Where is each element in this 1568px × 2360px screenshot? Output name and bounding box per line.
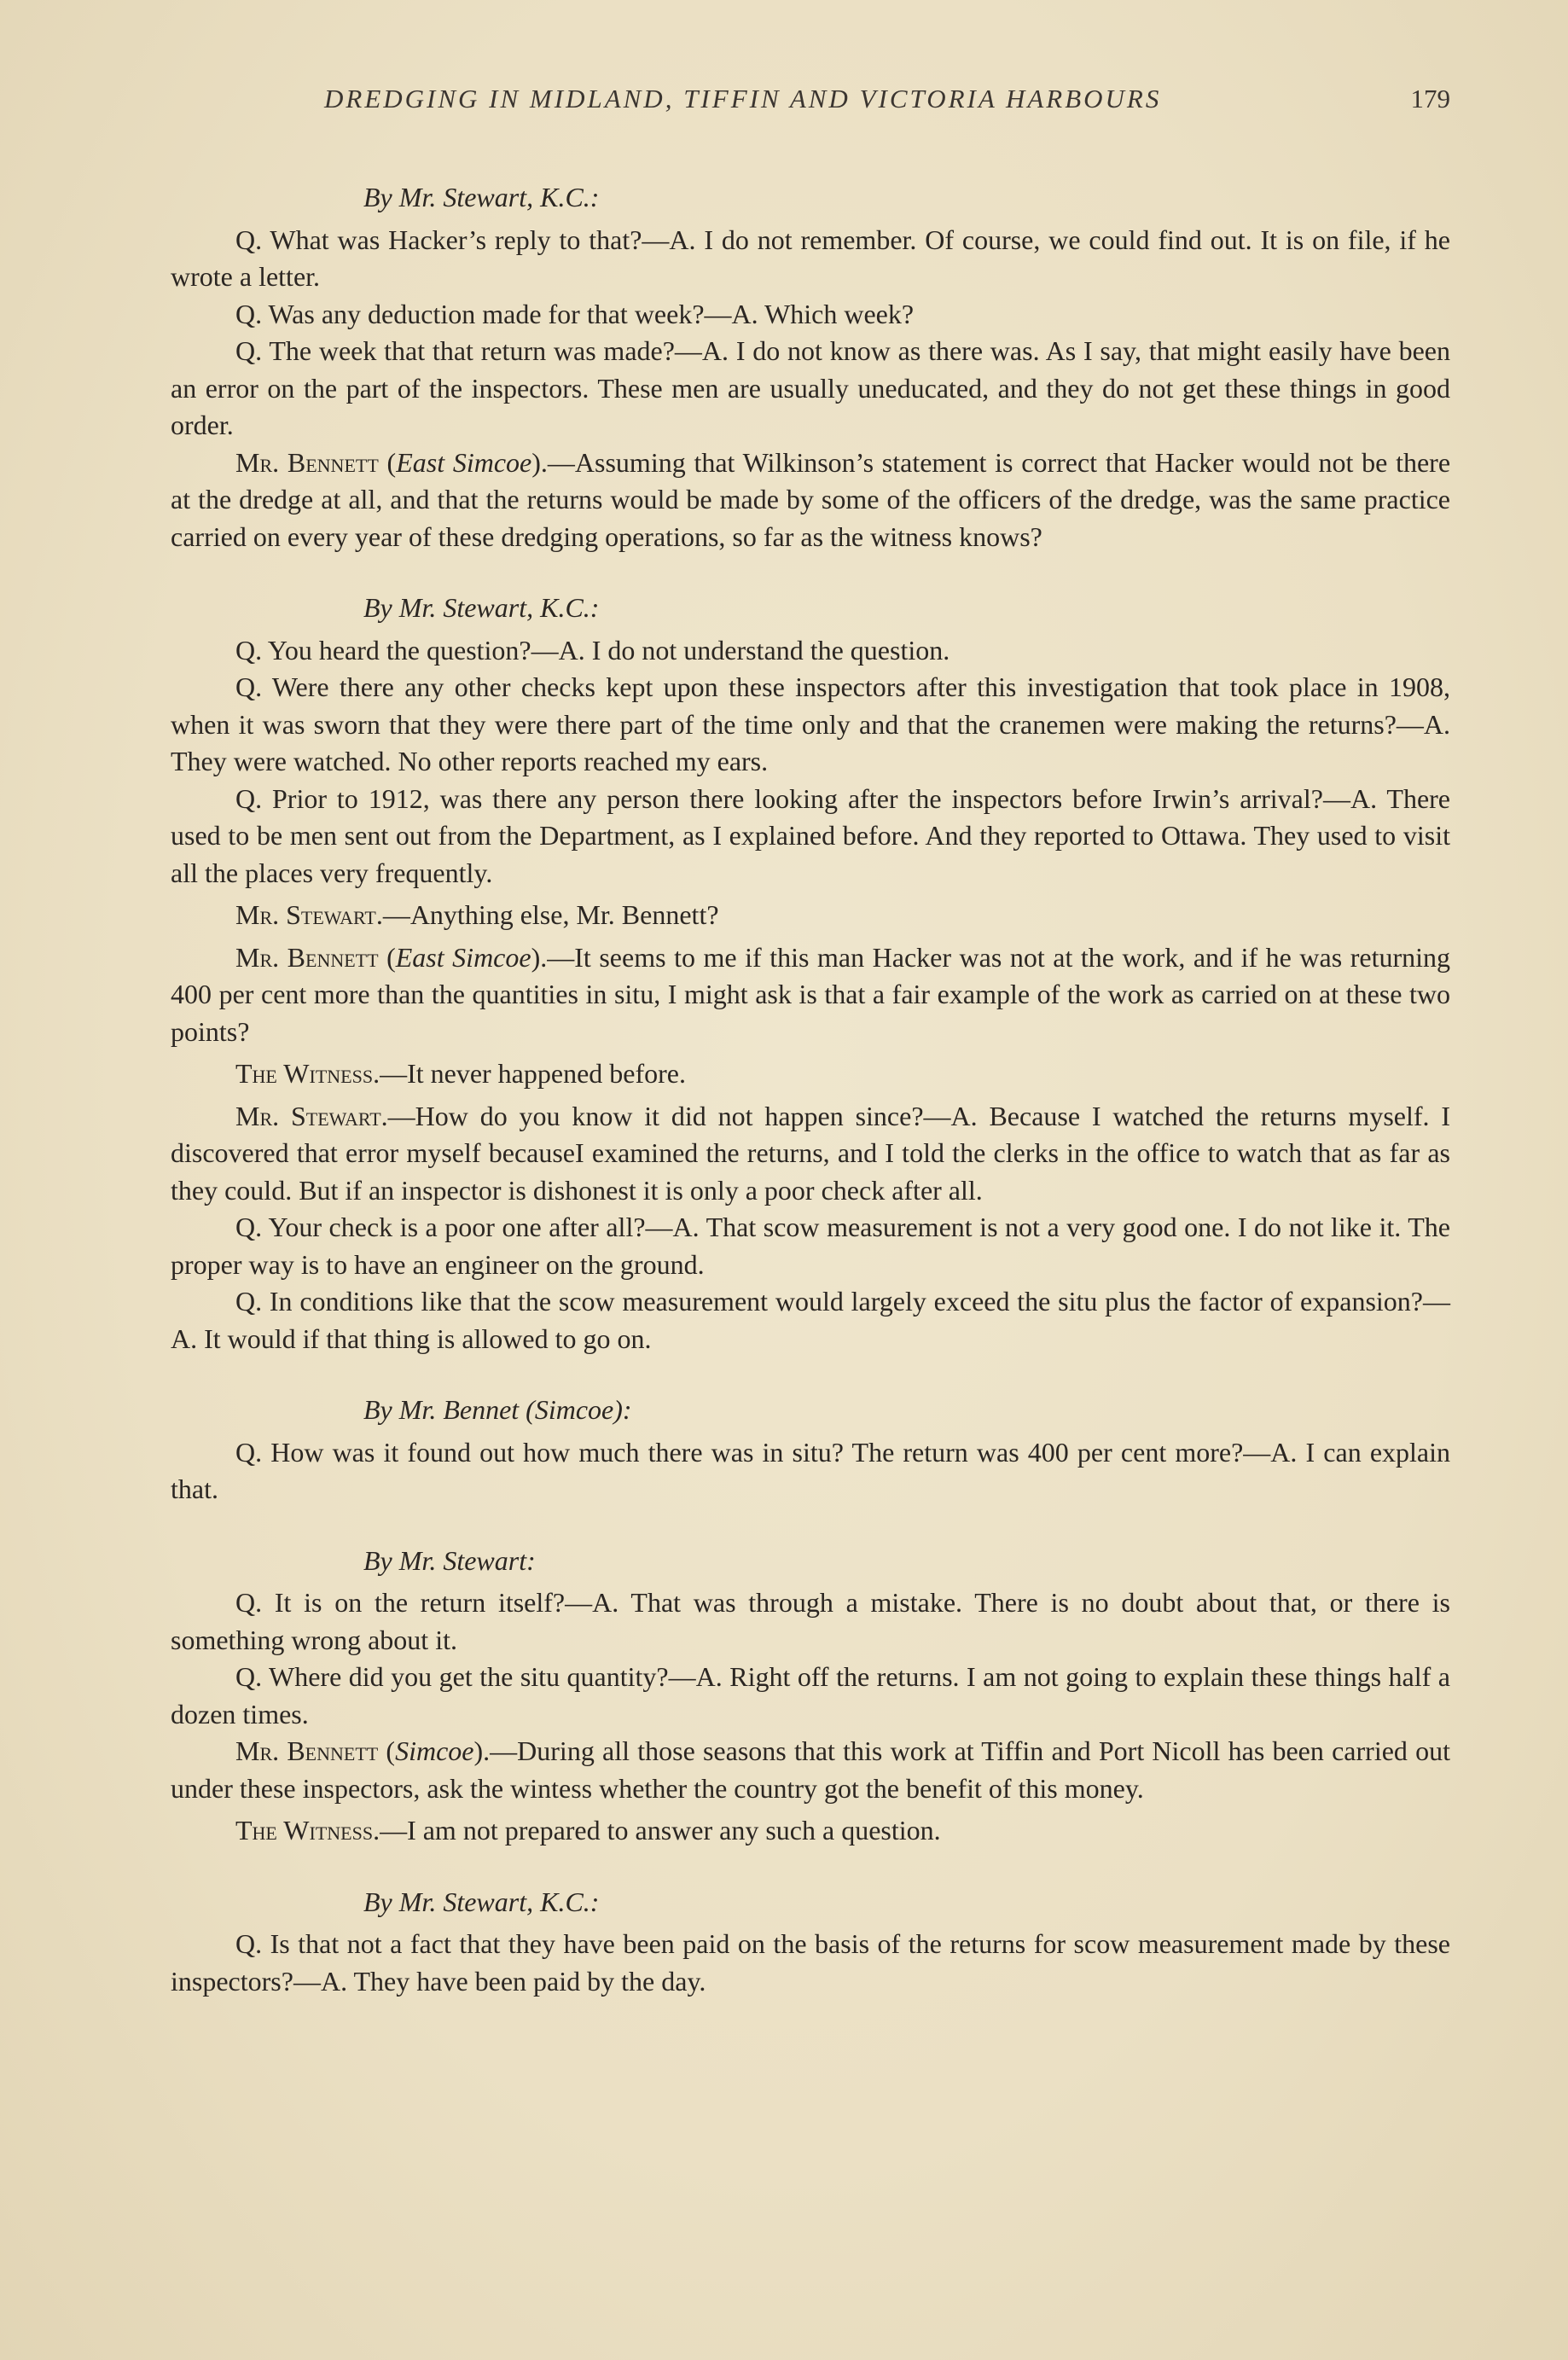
riding-name: Simcoe [395,1735,474,1766]
paragraph: Mr. Bennett (East Simcoe).—It seems to me if this man Hacker was not at the work, and if he was returning 400 per cent more than the quantities in situ, I might ask is that a fair example of the work as carried on at these two points? [171,941,1451,1047]
statement-text: .—Anything else, Mr. Bennett? [375,899,719,930]
paragraph: Q. It is on the return itself?—A. That was through a mistake. There is no doubt about that, or there is something wrong about it. [171,1587,1450,1655]
paragraph: Q. In conditions like that the scow measurement would largely exceed the situ plus the factor of expansion?—A. It would if that thing is allowed to go on. [171,1286,1450,1354]
page-header [171,84,1450,131]
paragraph: Mr. Bennett (East Simcoe).—Assuming that Wilkinson’s statement is correct that Hacker would not be there at the dredge at all, and that the returns would be made by some of the officers of the dredge, was the same practice carried on every year of these dredging operations, so far as the witness knows? [171,446,1451,552]
examiner-byline: By Mr. Stewart, K.C.: [363,182,600,212]
paragraph: Q. What was Hacker’s reply to that?—A. I do not remember. Of course, we could find out. It is on file, if he wrote a letter. [171,224,1450,292]
speaker-name: Mr. Stewart [235,1100,381,1131]
speaker-name: Mr. Stewart [235,899,376,930]
statement-text: .—It never happened before. [373,1058,686,1089]
examiner-byline: By Mr. Stewart, K.C.: [363,1886,600,1917]
paragraph: Q. Were there any other checks kept upon these inspectors after this investigation that took place in 1908, when it was sworn that they were there part of the time only and that the cranemen were making the returns?—A. They were watched. No other reports reached my ears. [171,671,1450,776]
speaker-name: Mr. Bennett [235,941,379,973]
speaker-name: Mr. Bennett [235,446,379,478]
paragraph [171,897,1450,934]
statement-text: .—I am not prepared to answer any such a question. [373,1815,941,1846]
speaker-name: The Witness [235,1815,374,1846]
paragraph: Q. The week that that return was made?—A. I do not know as there was. As I say, that might easily have been an error on the part of the inspectors. These men are usually uneducated, and they do not get these things in good order. [171,335,1450,440]
paragraph: Q. Was any deduction made for that week?—A. Which week? [235,298,915,329]
paragraph: Q. Your check is a poor one after all?—A. That scow measurement is not a very good one. I do not like it. The proper way is to have an engineer on the ground. [171,1212,1450,1280]
statement-text: .—During all those seasons that this work at Tiffin and Port Nicoll has been carried out under these inspectors, ask the wintess whether the country got the benefit of this money. [171,1735,1451,1804]
examiner-byline: By Mr. Bennet (Simcoe): [363,1394,632,1425]
paragraph: Q. How was it found out how much there was in situ? The return was 400 per cent more?—A. I can explain that. [171,1436,1450,1504]
running-title: DREDGING IN MIDLAND, TIFFIN AND VICTORIA HARBOURS [324,84,1162,113]
riding-name: East Simcoe [395,941,531,973]
paragraph: Mr. Bennett (Simcoe).—During all those seasons that this work at Tiffin and Port Nicoll has been carried out under these inspectors, ask the wintess whether the country got the benefit of this money. [171,1735,1451,1804]
paragraph [171,1812,1450,1850]
speaker-name: The Witness [235,1058,374,1089]
page-number: 179 [1410,84,1450,113]
examiner-byline: By Mr. Stewart, K.C.: [363,592,600,623]
statement-text: .—How do you know it did not happen since?—A. Because I watched the returns myself. I discovered that error myself becauseI examined the returns, and I told the clerks in the office to watch that as far as they could. But if an inspector is dishonest it is only a poor check after all. [171,1100,1450,1206]
statement-text: .—It seems to me if this man Hacker was not at the work, and if he was returning 400 per cent more than the quantities in situ, I might ask is that a fair example of the work as carried on at these two points? [171,941,1451,1047]
paragraph: Q. Where did you get the situ quantity?—A. Right off the returns. I am not going to explain these things half a dozen times. [171,1661,1450,1729]
paragraph [171,1098,1450,1210]
paragraph: Q. Prior to 1912, was there any person there looking after the inspectors before Irwin’s arrival?—A. There used to be men sent out from the Department, as I explained before. And they reported to Ottawa. They used to visit all the places very frequently. [171,782,1450,888]
paragraph: Q. Is that not a fact that they have been paid on the basis of the returns for scow measurement made by these inspectors?—A. They have been paid by the day. [171,1928,1450,1997]
speaker-name: Mr. Bennett [235,1735,379,1766]
riding-name: East Simcoe [396,446,532,478]
paragraph [171,1055,1450,1093]
examiner-byline: By Mr. Stewart: [363,1544,536,1576]
body-text [171,179,1450,2000]
paragraph: Q. You heard the question?—A. I do not understand the question. [235,634,950,666]
statement-text: .—Assuming that Wilkinson’s statement is correct that Hacker would not be there at the dredge at all, and that the returns would be made by some of the officers of the dredge, was the same practice carried on every year of these dredging operations, so far as the witness knows? [171,446,1451,552]
